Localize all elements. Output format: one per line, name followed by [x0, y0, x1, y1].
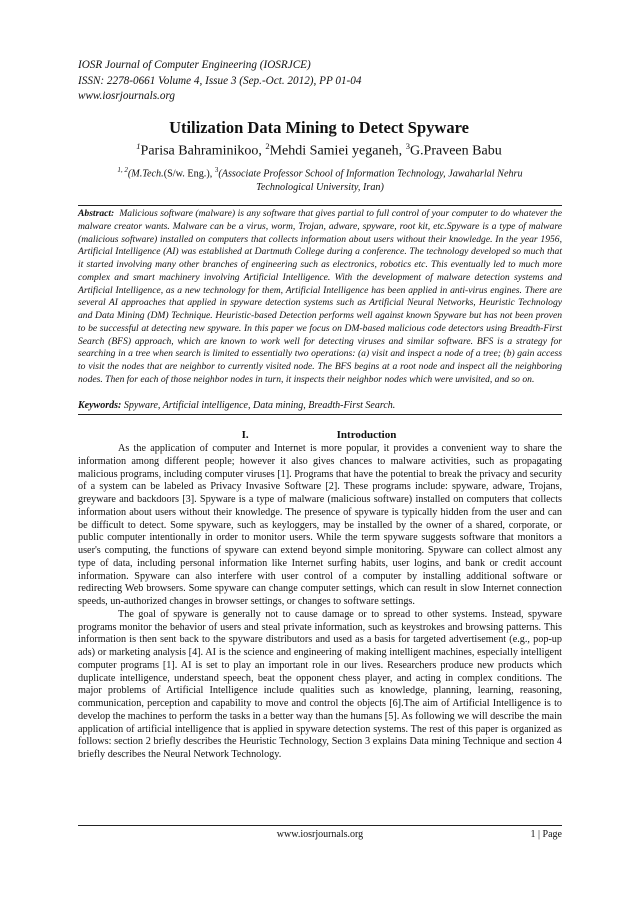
author-3-marker: 3: [405, 141, 410, 151]
affiliation-marker-1: 1, 2: [117, 166, 128, 174]
section-number: I.: [241, 429, 249, 441]
keywords-label: Keywords:: [78, 400, 122, 411]
abstract-bottom-rule: [78, 414, 562, 415]
keywords: [78, 400, 562, 411]
affiliation-degree: (M.Tech.: [127, 168, 164, 180]
affiliation-marker-2: 3: [214, 166, 219, 174]
author-affiliation: [100, 163, 540, 195]
author-list: [0, 141, 638, 160]
journal-header: [78, 58, 361, 105]
author-3: G.Praveen Babu: [409, 143, 502, 159]
affiliation-institution: (Associate Professor School of Information Technology, Jawaharlal Nehru Technological University, Iran): [218, 168, 523, 194]
journal-name: IOSR Journal of Computer Engineering (IOSRJCE): [78, 59, 311, 71]
intro-paragraph-2: The goal of spyware is generally not to cause damage or to spread to other systems. Instead, spyware programs monitor the behavior of users and steal private information, such as keystrokes and browsing patterns. This information is then sent back to the spyware distributors and used as a basis for targeted advertisement (e.g., pop-up ads) or marketing analysis [4]. AI is the science and engineering of making intelligent machines, especially intelligent computer programs [1]. AI is set to play an important role in our lives. Researchers produce new products which duplicate intelligence, understand speech, beat the opponent chess player, and acting in complex conditions. The major problems of Artificial Intelligence include qualities such as knowledge, planning, learning, reasoning, communication, perception and capability to move and control the objects [6].The aim of Artificial Intelligence is to develop the machines to perform the tasks in a better way than the humans [5]. As following we will describe the main application of artificial intelligence that is applied in spyware detection systems. The rest of this paper is organized as follows: section 2 briefly describes the Heuristic Technology, Section 3 explains Data mining Technique and section 4 briefly describes the Neural Network Technology.: [78, 608, 562, 760]
abstract: [78, 208, 562, 387]
journal-website[interactable]: www.iosrjournals.org: [78, 90, 175, 102]
abstract-top-rule: [78, 205, 562, 206]
affiliation-program: (S/w. Eng.),: [163, 168, 215, 180]
author-1-marker: 1: [136, 141, 141, 151]
keywords-text: Spyware, Artificial intelligence, Data mining, Breadth-First Search.: [121, 400, 396, 411]
paper-title: Utilization Data Mining to Detect Spyware: [169, 118, 469, 137]
page-number: 1 | Page: [530, 829, 562, 840]
abstract-label: Abstract:: [78, 208, 115, 219]
intro-paragraph-1: As the application of computer and Internet is more popular, it provides a convenient way to share the information among different people; however it also gives chances to malware activities, such as propagating malicious programs, including computer viruses [1]. Programs that have the potential to break the privacy and security of a system can be labeled as Privacy Invasive Software [2]. These programs include: spyware, adware, Trojans, greyware and backdoors [3]. Spyware is a type of malware (malicious software) installed on computers that collects information about users without their knowledge. The presence of spyware is typically hidden from the user and can be difficult to detect. Some spyware, such as keyloggers, may be installed by the owner of a shared, corporate, or public computer intentionally in order to monitor users. While the term spyware suggests software that monitors a user's computing, the functions of spyware can extend beyond simple monitoring. Spyware can collect almost any type of data, including personal information like Internet surfing habits, user logins, and bank or credit account information. Spyware can also interfere with user control of a computer by installing additional software or redirecting Web browsers. Some spyware can change computer settings, which can result in slow Internet connection speeds, un-authorized changes in browser settings, or changes to software settings.: [78, 443, 562, 607]
section-title: Introduction: [336, 429, 397, 441]
author-2: Mehdi Samiei yeganeh,: [269, 143, 406, 159]
author-2-marker: 2: [265, 141, 270, 151]
abstract-text: Malicious software (malware) is any software that gives partial to full control of your computer to do whatever the malware creator wants. Malware can be a virus, worm, Trojan, adware, spyware, root kit, etc.Spyware is a type of malware (malicious software) installed on computers that collects information about users without their knowledge. In the year 1956, Artificial Intelligence (AI) was established at Dartmuth College during a conference. The technology developed so much that it started involving many other branches of engineering such as electronics, robotics etc. This eventually led to much more complex and smart machinery involving Artificial Intelligence. With the development of malware detection systems and Artificial Intelligence, as a new technology for them, Artificial Intelligence has been applied in anti-virus engines. There are several AI approaches that applied in spyware detection systems such as Artificial Neural Networks, Heuristic Technology and Data Mining (DM) Technique. Heuristic-based Detection performs well against known Spyware but has not been proven to be successful at detecting new spyware. In this paper we focus on DM-based malicious code detectors using Breadth-First Search (BFS) approach, which are known to work well for detecting viruses and similar software. BFS is a strategy for searching in a tree when search is limited to essentially two operations: (a) visit and inspect a node of a tree; (b) gain access to visit the nodes that are neighbor to currently visited node. The BFS begins at a root node and inspect all the neighboring nodes. Then for each of those neighbor nodes in turn, it inspects their neighbor nodes which were unvisited, and so on.: [78, 208, 563, 385]
section-heading: [0, 429, 638, 441]
author-1: Parisa Bahraminikoo,: [140, 143, 266, 159]
footer-rule: [78, 825, 562, 826]
introduction-body: [78, 443, 562, 762]
footer-website[interactable]: www.iosrjournals.org: [276, 829, 364, 840]
journal-issn: ISSN: 2278-0661 Volume 4, Issue 3 (Sep.-Oct. 2012), PP 01-04: [78, 74, 362, 87]
